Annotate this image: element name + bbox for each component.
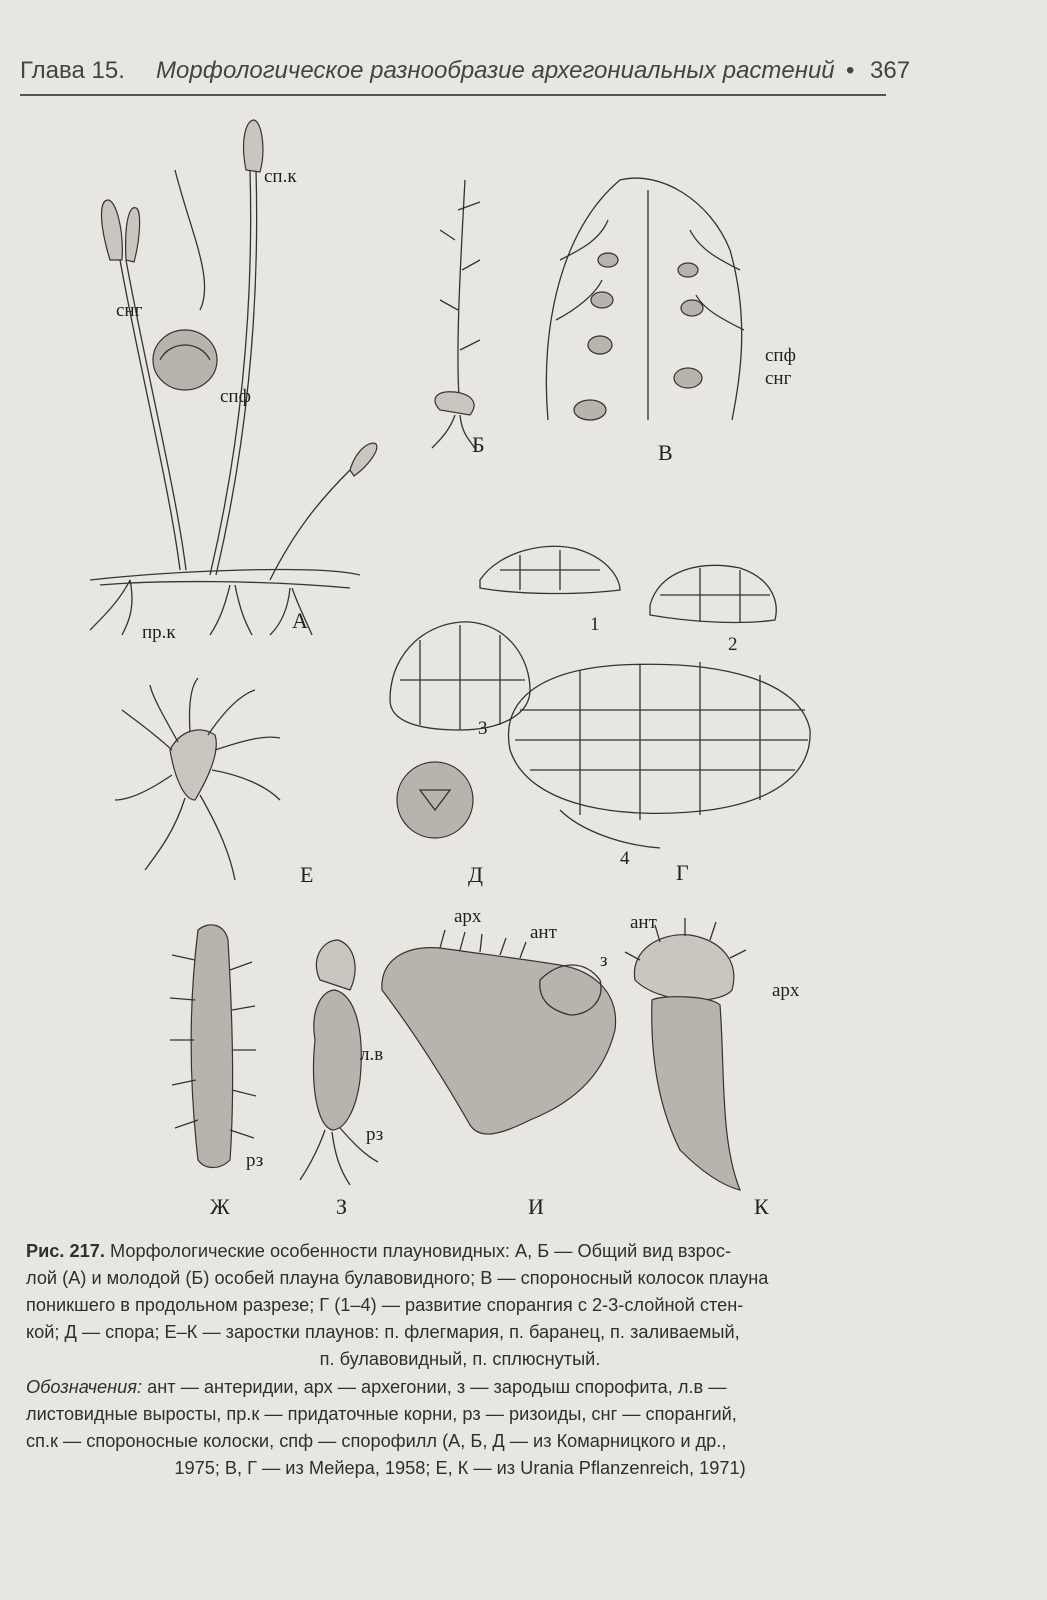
figure-caption bbox=[26, 1238, 894, 1482]
label-lv: л.в bbox=[360, 1044, 384, 1065]
label-panel-a: А bbox=[292, 608, 308, 633]
legend-line-3: сп.к — спороносные колоски, спф — спорофилл (А, Б, Д — из Комарницкого и др., bbox=[26, 1431, 727, 1451]
panel-e-drawing bbox=[115, 678, 280, 880]
caption-line-5: п. булавовидный, п. сплюснутый. bbox=[319, 1349, 601, 1369]
label-g4: 4 bbox=[620, 848, 630, 869]
caption-line-2: лой (А) и молодой (Б) особей плауна булавовидного; В — спороносный колосок плауна bbox=[26, 1268, 769, 1288]
caption-line-1 bbox=[26, 1238, 894, 1265]
label-sng: снг bbox=[116, 300, 143, 321]
label-sng2: снг bbox=[765, 368, 792, 389]
caption-text-1: Морфологические особенности плауновидных: А, Б — Общий вид взрос- bbox=[104, 1241, 732, 1261]
label-panel-v: В bbox=[658, 440, 673, 465]
label-g1: 1 bbox=[590, 614, 600, 635]
panel-zh-drawing bbox=[170, 925, 256, 1168]
panel-k-drawing bbox=[625, 918, 746, 1190]
label-panel-g: Г bbox=[676, 860, 689, 885]
figure-number: Рис. 217. bbox=[26, 1241, 105, 1261]
header-bullet: • bbox=[846, 57, 855, 84]
panel-v-drawing bbox=[546, 178, 744, 420]
label-panel-d: Д bbox=[468, 862, 484, 887]
panel-b-drawing bbox=[432, 180, 480, 450]
label-g2: 2 bbox=[728, 634, 738, 655]
label-spf2: спф bbox=[765, 345, 796, 366]
label-rz2: рз bbox=[366, 1124, 384, 1145]
label-ant2: ант bbox=[630, 912, 657, 933]
figure-217 bbox=[60, 110, 920, 1230]
legend-line-4: 1975; В, Г — из Мейера, 1958; Е, К — из Urania Pflanzenreich, 1971) bbox=[174, 1458, 746, 1478]
figure-drawing bbox=[60, 110, 920, 1230]
chapter-label: Глава 15. bbox=[20, 57, 125, 84]
label-spf: спф bbox=[220, 386, 251, 407]
caption-line-4: кой; Д — спора; Е–К — заростки плаунов: п. флегмария, п. баранец, п. заливаемый, bbox=[26, 1322, 740, 1342]
label-z: з bbox=[600, 950, 608, 971]
label-g3: 3 bbox=[478, 718, 488, 739]
label-panel-b: Б bbox=[472, 432, 485, 457]
panel-d-drawing bbox=[397, 762, 473, 838]
label-arh2: арх bbox=[772, 980, 800, 1001]
label-panel-z: З bbox=[336, 1194, 348, 1219]
legend-text-1: ант — антеридии, арх — архегонии, з — зародыш спорофита, л.в — bbox=[142, 1377, 727, 1397]
page-number: 367 bbox=[870, 57, 911, 84]
caption-line-3: поникшего в продольном разрезе; Г (1–4) — развитие спорангия с 2-3-слойной стен- bbox=[26, 1295, 744, 1315]
label-spk: сп.к bbox=[264, 166, 297, 187]
label-arh: арх bbox=[454, 906, 482, 927]
panel-i-drawing bbox=[382, 930, 616, 1134]
label-panel-zh: Ж bbox=[210, 1194, 230, 1219]
chapter-title: Морфологическое разнообразие архегониальных растений bbox=[156, 57, 835, 84]
label-panel-k: К bbox=[754, 1194, 769, 1219]
running-header bbox=[20, 56, 911, 96]
legend-heading: Обозначения: bbox=[26, 1377, 143, 1397]
label-panel-i: И bbox=[528, 1194, 544, 1219]
label-panel-e: Е bbox=[300, 862, 314, 887]
panel-a-drawing bbox=[90, 120, 377, 635]
label-prk: пр.к bbox=[142, 622, 176, 643]
legend-line-2: листовидные выросты, пр.к — придаточные корни, рз — ризоиды, снг — спорангий, bbox=[26, 1404, 737, 1424]
legend-line-1 bbox=[26, 1374, 894, 1401]
label-rz1: рз bbox=[246, 1150, 264, 1171]
label-ant: ант bbox=[530, 922, 557, 943]
